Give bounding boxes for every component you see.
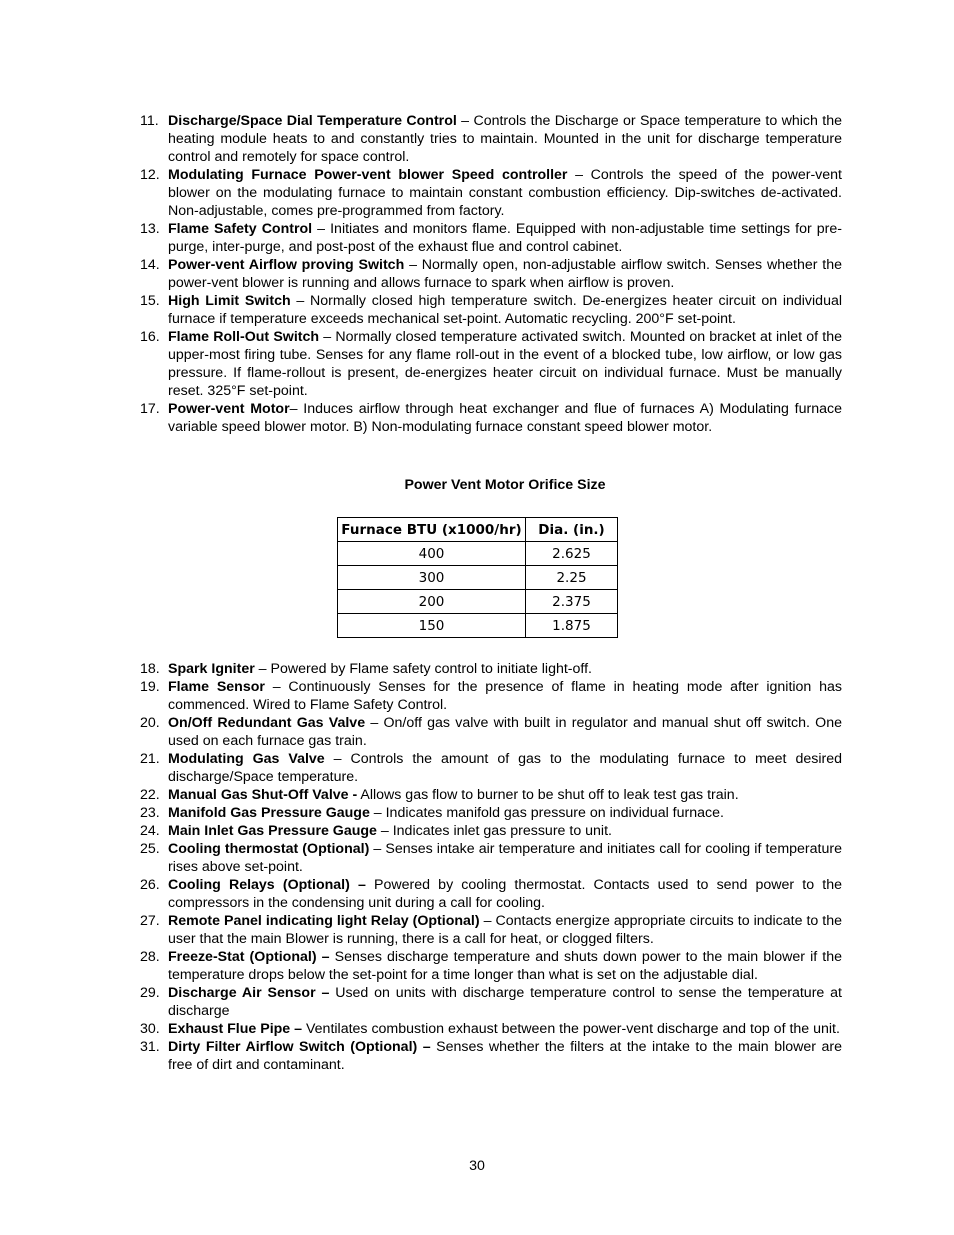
item-label: On/Off Redundant Gas Valve — [168, 715, 366, 731]
component-list-bottom — [136, 660, 842, 1074]
item-description: Powered by cooling thermostat. Contacts used to send power to the compressors in the condensing unit during a call for cooling. — [168, 877, 842, 911]
item-number: 30. — [140, 1021, 160, 1037]
list-item — [136, 678, 842, 714]
item-label: Flame Sensor — [168, 679, 265, 695]
item-description: – Induces airflow through heat exchanger and flue of furnaces A) Modulating furnace variable speed blower motor. B) Non-modulating furnace constant speed blower motor. — [168, 401, 843, 435]
item-label: Manual Gas Shut-Off Valve - — [168, 787, 358, 803]
item-number: 16. — [140, 329, 160, 345]
list-item — [136, 1038, 842, 1074]
item-number: 18. — [140, 661, 160, 677]
item-label: Discharge Air Sensor – — [168, 985, 330, 1001]
item-label: Power-vent Airflow proving Switch — [168, 257, 405, 273]
item-label: Remote Panel indicating light Relay (Optional) — [168, 913, 480, 929]
item-label: Main Inlet Gas Pressure Gauge — [168, 823, 377, 839]
item-description: Ventilates combustion exhaust between the power-vent discharge and top of the unit. — [302, 1021, 840, 1037]
list-item — [136, 400, 842, 436]
table-cell: 2.25 — [526, 566, 618, 590]
item-description: – Controls the speed of the power-vent blower on the modulating furnace to maintain constant combustion efficiency. Dip-switches de-activated. Non-adjustable, comes pre-programmed from factory. — [168, 167, 842, 219]
list-item — [136, 804, 842, 822]
item-number: 23. — [140, 805, 160, 821]
item-label: Modulating Gas Valve — [168, 751, 325, 767]
list-item — [136, 714, 842, 750]
item-label: Flame Safety Control — [168, 221, 313, 237]
item-label: Modulating Furnace Power-vent blower Speed controller — [168, 167, 568, 183]
item-label: Freeze-Stat (Optional) – — [168, 949, 330, 965]
table-row — [338, 614, 618, 638]
list-item — [136, 876, 842, 912]
table-title: Power Vent Motor Orifice Size — [404, 477, 606, 493]
table-cell: 2.375 — [526, 590, 618, 614]
item-number: 21. — [140, 751, 160, 767]
item-number: 11. — [140, 113, 159, 129]
table-cell: 1.875 — [526, 614, 618, 638]
item-label: High Limit Switch — [168, 293, 291, 309]
table-row — [338, 590, 618, 614]
item-description: – Initiates and monitors flame. Equipped with non-adjustable time settings for pre-purge, inter-purge, and post-post of the exhaust flue and control cabinet. — [168, 221, 842, 255]
item-description: – Continuously Senses for the presence of flame in heating mode after ignition has commenced. Wired to Flame Safety Control. — [168, 679, 843, 713]
item-description: – Indicates manifold gas pressure on individual furnace. — [369, 805, 724, 821]
item-description: Senses whether the filters at the intake to the main blower are free of dirt and contaminant. — [168, 1039, 842, 1073]
item-number: 29. — [140, 985, 160, 1001]
item-description: Allows gas flow to burner to be shut off to leak test gas train. — [357, 787, 739, 803]
list-item — [136, 220, 842, 256]
list-item — [136, 328, 842, 400]
item-number: 12. — [140, 167, 160, 183]
component-list-top — [136, 112, 842, 436]
item-number: 24. — [140, 823, 160, 839]
item-description: – Indicates inlet gas pressure to unit. — [376, 823, 612, 839]
item-number: 20. — [140, 715, 160, 731]
item-number: 19. — [140, 679, 160, 695]
table-row — [338, 566, 618, 590]
table-header-row — [338, 518, 618, 542]
item-description: – Powered by Flame safety control to initiate light-off. — [254, 661, 592, 677]
column-header: Furnace BTU (x1000/hr) — [338, 518, 526, 542]
item-label: Flame Roll-Out Switch — [168, 329, 320, 345]
item-description: – On/off gas valve with built in regulator and manual shut off switch. One used on each furnace gas train. — [168, 715, 842, 749]
item-description: – Contacts energize appropriate circuits to indicate to the user that the main Blower is running, there is a call for heat, or clogged filters. — [168, 913, 843, 947]
item-description: – Controls the Discharge or Space temperature to which the heating module heats to and constantly tries to maintain. Mounted in the unit for discharge temperature control and remotely for space control. — [168, 113, 842, 165]
table-row — [338, 542, 618, 566]
orifice-size-table — [337, 517, 618, 638]
item-label: Dirty Filter Airflow Switch (Optional) – — [168, 1039, 431, 1055]
list-item — [136, 912, 842, 948]
item-number: 27. — [140, 913, 160, 929]
item-description: Senses discharge temperature and shuts down power to the main blower if the temperature drops below the set-point for a time longer than what is set on the adjustable dial. — [168, 949, 842, 983]
item-number: 28. — [140, 949, 160, 965]
item-description: – Controls the amount of gas to the modulating furnace to meet desired discharge/Space temperature. — [168, 751, 842, 785]
list-item — [136, 292, 842, 328]
item-label: Power-vent Motor — [168, 401, 290, 417]
list-item — [136, 750, 842, 786]
list-item — [136, 112, 842, 166]
table-cell: 2.625 — [526, 542, 618, 566]
list-item — [136, 660, 842, 678]
table-cell: 400 — [338, 542, 526, 566]
list-item — [136, 166, 842, 220]
column-header: Dia. (in.) — [526, 518, 618, 542]
page-number: 30 — [469, 1158, 485, 1174]
list-item — [136, 948, 842, 984]
list-item — [136, 822, 842, 840]
item-number: 13. — [140, 221, 160, 237]
list-item — [136, 786, 842, 804]
item-description: – Senses intake air temperature and initiates call for cooling if temperature rises above set-point. — [168, 841, 842, 875]
item-number: 14. — [140, 257, 160, 273]
item-number: 31. — [140, 1039, 160, 1055]
table-cell: 200 — [338, 590, 526, 614]
item-label: Cooling thermostat (Optional) — [168, 841, 370, 857]
table-cell: 150 — [338, 614, 526, 638]
list-item — [136, 256, 842, 292]
list-item — [136, 1020, 842, 1038]
item-number: 22. — [140, 787, 160, 803]
item-label: Spark Igniter — [168, 661, 255, 677]
item-label: Manifold Gas Pressure Gauge — [168, 805, 370, 821]
item-number: 15. — [140, 293, 160, 309]
item-label: Exhaust Flue Pipe – — [168, 1021, 303, 1037]
item-description: – Normally open, non-adjustable airflow switch. Senses whether the power-vent blower is running and allows furnace to spark when airflow is proven. — [168, 257, 842, 291]
item-description: Used on units with discharge temperature control to sense the temperature at discharge — [168, 985, 843, 1019]
table-cell: 300 — [338, 566, 526, 590]
item-description: – Normally closed temperature activated switch. Mounted on bracket at inlet of the upper-most firing tube. Senses for any flame roll-out in the event of a blocked tube, low airflow, or low gas pressure. If flame-rollout is present, de-energizes heater circuit on individual furnace. Must be manually reset. 325°F set-point. — [168, 329, 842, 399]
list-item — [136, 984, 842, 1020]
item-number: 25. — [140, 841, 160, 857]
item-label: Cooling Relays (Optional) – — [168, 877, 366, 893]
item-number: 26. — [140, 877, 160, 893]
item-number: 17. — [140, 401, 160, 417]
item-label: Discharge/Space Dial Temperature Control — [168, 113, 457, 129]
item-description: – Normally closed high temperature switch. De-energizes heater circuit on individual furnace if temperature exceeds mechanical set-point. Automatic recycling. 200°F set-point. — [168, 293, 843, 327]
list-item — [136, 840, 842, 876]
